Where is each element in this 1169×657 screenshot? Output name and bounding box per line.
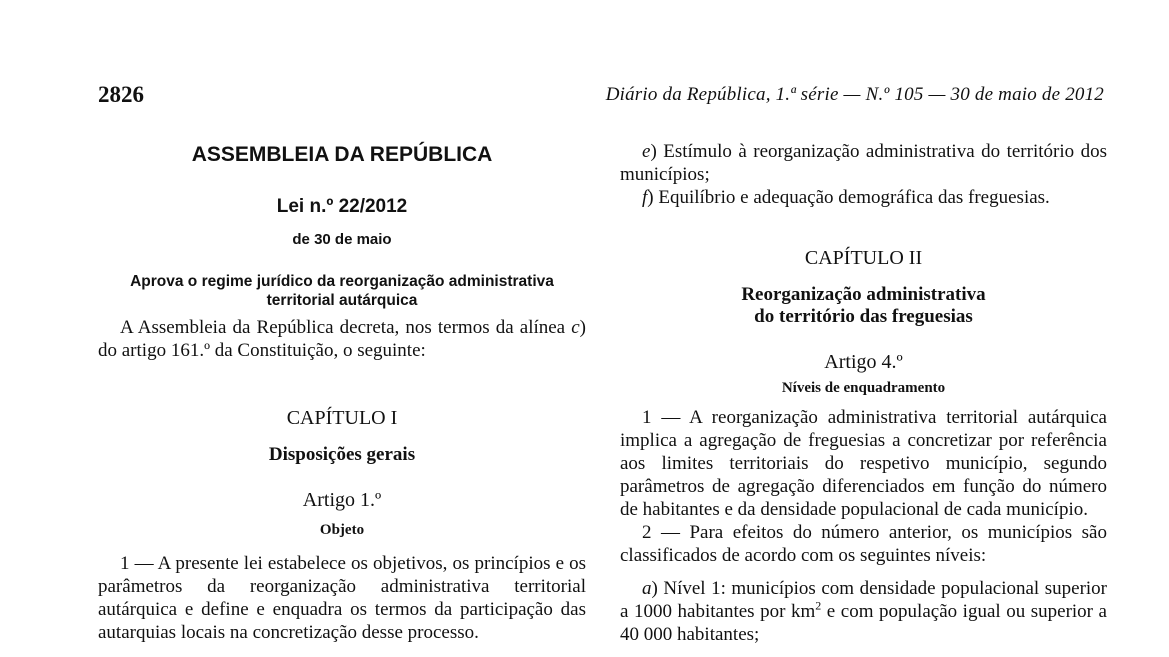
intro-text-pre: A Assembleia da República decreta, nos termos da alínea bbox=[120, 317, 572, 338]
journal-header: Diário da República, 1.ª série — N.º 105 — 30 de maio de 2012 bbox=[605, 84, 1104, 105]
chapter-2-label: CAPÍTULO II bbox=[804, 247, 923, 269]
item-e-letter: e bbox=[642, 141, 651, 162]
chapter-2-title-line-2: do território das freguesias bbox=[754, 306, 973, 327]
law-date: de 30 de maio bbox=[292, 231, 392, 248]
article-4-label: Artigo 4.º bbox=[824, 351, 903, 373]
chapter-label: CAPÍTULO I bbox=[286, 407, 398, 429]
article-4-paragraph-1: 1 — A reorganização administrativa territorial autárquica implica a agregação de freguesias a concretizar por referência aos limites territoriais do respetivo município, segundo parâmetros de agregação diferenciados em função do número de habitantes e da densidade populacional de cada município. bbox=[620, 407, 1107, 520]
item-a-text-pre: ) Nível 1: municípios com densidade populacional superior a 1000 habitantes por km bbox=[620, 578, 1107, 622]
left-column bbox=[98, 138, 586, 644]
item-a-letter: a bbox=[642, 578, 652, 599]
article-1-paragraph-1: 1 — A presente lei estabelece os objetivos, os princípios e os parâmetros da reorganização administrativa territorial autárquica e define e enquadra os termos da participação das autarquias locais na concretização desse processo. bbox=[98, 553, 586, 643]
article-title: Objeto bbox=[319, 522, 365, 538]
law-summary-line-2: territorial autárquica bbox=[266, 292, 418, 309]
item-a-superscript: 2 bbox=[815, 598, 822, 613]
intro-paragraph bbox=[98, 316, 586, 362]
organization-title: ASSEMBLEIA DA REPÚBLICA bbox=[191, 143, 493, 166]
article-label: Artigo 1.º bbox=[302, 489, 382, 511]
item-f-letter: f bbox=[642, 187, 648, 208]
item-a-text-post: e com população igual ou superior a 40 000 habitantes; bbox=[620, 601, 1107, 645]
intro-text-post: ) do artigo 161.º da Constituição, o seguinte: bbox=[98, 317, 586, 361]
intro-letter: c bbox=[571, 317, 580, 338]
page-number: 2826 bbox=[98, 82, 144, 107]
law-summary-line-1: Aprova o regime jurídico da reorganização administrativa bbox=[130, 273, 554, 290]
item-e bbox=[620, 140, 1107, 186]
article-4-paragraph-2: 2 — Para efeitos do número anterior, os municípios são classificados de acordo com os seguintes níveis: bbox=[620, 522, 1107, 566]
item-f bbox=[620, 186, 1107, 209]
right-column bbox=[620, 138, 1107, 646]
law-summary bbox=[98, 272, 586, 310]
chapter-title: Disposições gerais bbox=[268, 444, 416, 465]
item-f-text: ) Equilíbrio e adequação demográfica das freguesias. bbox=[647, 187, 1050, 208]
chapter-2-title-line-1: Reorganização administrativa bbox=[741, 284, 986, 305]
law-title: Lei n.º 22/2012 bbox=[276, 196, 408, 217]
item-a bbox=[620, 577, 1107, 646]
article-4-title: Níveis de enquadramento bbox=[781, 380, 946, 396]
item-e-text: ) Estímulo à reorganização administrativa do território dos municípios; bbox=[620, 141, 1107, 185]
chapter-2-title bbox=[620, 284, 1107, 328]
